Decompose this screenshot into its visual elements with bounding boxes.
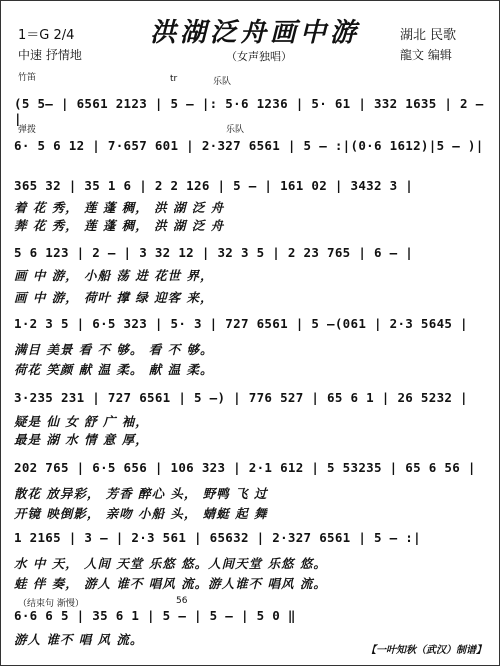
lyric-line-6b: 最是 湖 水 情 意 厚， xyxy=(14,432,149,447)
score-line-1: (5 5― | 6561 2123 | 5 ― |: 5·6 1236 | 5· 61 | 332 1635 | 2 ― | xyxy=(14,96,484,126)
instrument-dangu: 弹拨 xyxy=(18,125,37,135)
lyric-line-9: 游人 谁不 唱 风 流。 xyxy=(14,632,144,647)
lyric-line-5a: 满目 美景 看 不 够。 看 不 够。 xyxy=(14,342,214,357)
song-title: 洪湖泛舟画中游 xyxy=(150,18,361,48)
lyric-line-5b: 荷花 笑颜 献 温 柔。 献 温 柔。 xyxy=(14,362,214,377)
key-signature: 1＝G 2/4 xyxy=(18,28,75,43)
lyric-line-6a: 疑是 仙 女 舒 广 袖， xyxy=(14,414,149,429)
instrument-zhudi: 竹笛 xyxy=(18,73,37,83)
score-line-4: 5 6 123 | 2 ― | 3 32 12 | 32 3 5 | 2 23 765 | 6 ― | xyxy=(14,245,414,260)
fermata-grace: 56 xyxy=(176,596,188,606)
arranger-credit: 龍文 编辑 xyxy=(400,48,452,62)
instrument-yuedui-2: 乐队 xyxy=(226,125,245,135)
trill-mark: tr xyxy=(170,74,178,84)
score-line-5: 1·2 3 5 | 6·5 323 | 5· 3 | 727 6561 | 5 ―(061 | 2·3 5645 | xyxy=(14,316,468,331)
lyric-line-4a: 画 中 游， 小船 荡 进 花世 界， xyxy=(14,268,214,283)
score-line-9: 6·6 6 5 | 35 6 1 | 5 ― | 5 ― | 5 0 ‖ xyxy=(14,608,296,623)
lyric-line-8a: 水 中 天， 人间 天堂 乐悠 悠。人间天堂 乐悠 悠。 xyxy=(14,556,327,571)
lyric-line-3b: 莾 花 秀， 莲 蓬 稠， 洪 湖 泛 舟 xyxy=(14,218,225,233)
lyric-line-4b: 画 中 游， 荷叶 撑 绿 迎客 来， xyxy=(14,290,214,305)
score-line-7: 202 765 | 6·5 656 | 106 323 | 2·1 612 | 5 53235 | 65 6 56 | xyxy=(14,460,476,475)
lyric-line-7b: 开镜 映倒影， 亲吻 小船 头， 蜻蜓 起 舞 xyxy=(14,506,268,521)
lyric-line-8b: 蛙 伴 奏， 游人 谁不 唱风 流。游人谁不 唱风 流。 xyxy=(14,576,327,591)
score-line-3: 365 32 | 35 1 6 | 2 2 126 | 5 ― | 161 02 | 3432 3 | xyxy=(14,178,414,193)
song-origin: 湖北 民歌 xyxy=(400,28,457,43)
score-line-6: 3·235 231 | 727 6561 | 5 ―) | 776 527 | 65 6 1 | 26 5232 | xyxy=(14,390,468,405)
performance-subtitle: （女声独唱） xyxy=(226,50,292,63)
tempo-marking: 中速 抒情地 xyxy=(18,48,82,62)
score-line-8: 1 2165 | 3 ― | 2·3 561 | 65632 | 2·327 6561 | 5 ― :| xyxy=(14,530,421,545)
lyric-line-3a: 着 花 秀， 莲 蓬 稠， 洪 湖 泛 舟 xyxy=(14,200,225,215)
transcriber-stamp: 【一叶知秋（武汉）制谱】 xyxy=(366,645,486,656)
ending-marking: （结束句 渐慢） xyxy=(18,599,84,609)
score-line-2: 6· 5 6 12 | 7·657 601 | 2·327 6561 | 5 ― :|(0·6 1612)|5 ― )| xyxy=(14,138,484,153)
lyric-line-7a: 散花 放异彩， 芳香 醉心 头， 野鸭 飞 过 xyxy=(14,486,268,501)
instrument-yuedui-1: 乐队 xyxy=(213,77,232,87)
